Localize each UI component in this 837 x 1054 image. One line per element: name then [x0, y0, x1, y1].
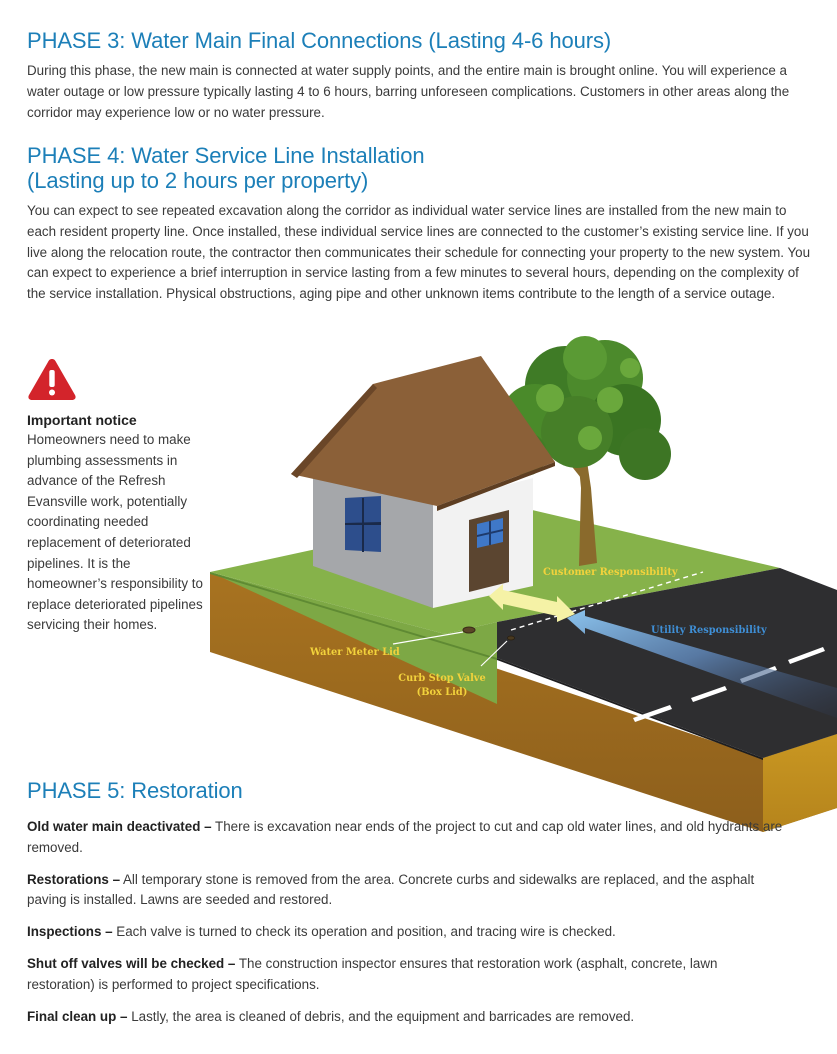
customer-responsibility-label: Customer Responsibility [543, 567, 678, 578]
restoration-item [27, 817, 787, 859]
notice-title: Important notice [27, 412, 137, 428]
item-text: The construction inspector ensures that restoration work (asphalt, concrete, lawn restoration) is performed to project specifications. [27, 955, 718, 992]
restoration-item [27, 922, 787, 943]
side-window [345, 496, 381, 552]
curb-stop-label-line1: Curb Stop Valve [398, 673, 486, 684]
important-notice [27, 357, 207, 636]
phase-4-section [27, 143, 817, 305]
item-term: Old water main deactivated – [27, 819, 212, 834]
notice-body: Homeowners need to make plumbing assessments in advance of the Refresh Evansville work, potentially coordinating needed replacement of deteriorated pipelines. It is the homeowner’s responsibility to replace deteriorated pipelines servicing their homes. [27, 432, 203, 633]
phase-3-section [27, 28, 817, 123]
item-text: All temporary stone is removed from the area. Concrete curbs and sidewalks are replaced, and the asphalt paving is installed. Lawns are seeded and restored. [27, 871, 755, 908]
item-term: Restorations – [27, 871, 121, 887]
item-text: There is excavation near ends of the project to cut and cap old water lines, and old hydrants are removed. [27, 819, 783, 855]
warning-icon [27, 357, 77, 401]
phase-5-section [27, 778, 787, 1038]
phase-3-body: During this phase, the new main is connected at water supply points, and the entire main is brought online. You will experience a water outage or low pressure typically lasting 4 to 6 hours, barring unforeseen complications. Customers in other areas along the corridor may experience low or no water pressure. [27, 63, 790, 120]
item-text: Lastly, the area is cleaned of debris, and the equipment and barricades are removed. [127, 1008, 635, 1024]
phase-4-title-line1: PHASE 4: Water Service Line Installation [27, 143, 425, 168]
utility-responsibility-label: Utility Responsibility [651, 625, 767, 636]
restoration-item [27, 870, 787, 912]
item-term: Shut off valves will be checked – [27, 955, 236, 971]
phase-4-body: You can expect to see repeated excavation along the corridor as individual water service lines are installed from the new main to each resident property line. Once installed, these individual service lines are connected to the customer’s existing service line. If you live along the relocation route, the contractor then communicates their schedule for connecting your property to the new system. You can expect to experience a brief interruption in service lasting from a few minutes to several hours, depending on the complexity of the service installation. Physical obstructions, aging pipe and other unknown items contribute to the length of a service outage. [27, 203, 811, 302]
front-door [469, 510, 509, 592]
phase-4-title [27, 143, 817, 193]
restoration-item [27, 1007, 787, 1028]
service-line-diagram [205, 328, 837, 834]
water-meter-lid-label: Water Meter Lid [310, 647, 400, 658]
item-text: Each valve is turned to check its operation and position, and tracing wire is checked. [112, 924, 616, 940]
item-term: Final clean up – [27, 1008, 128, 1024]
phase-3-title: PHASE 3: Water Main Final Connections (Lasting 4-6 hours) [27, 28, 612, 53]
curb-stop-box-lid [508, 636, 515, 640]
restoration-item [27, 954, 787, 996]
phase-4-title-line2: (Lasting up to 2 hours per property) [27, 168, 369, 193]
curb-stop-label-line2: (Box Lid) [416, 687, 468, 698]
phase-5-title: PHASE 5: Restoration [27, 778, 243, 803]
water-meter-lid [463, 627, 475, 633]
item-term: Inspections – [27, 924, 113, 940]
